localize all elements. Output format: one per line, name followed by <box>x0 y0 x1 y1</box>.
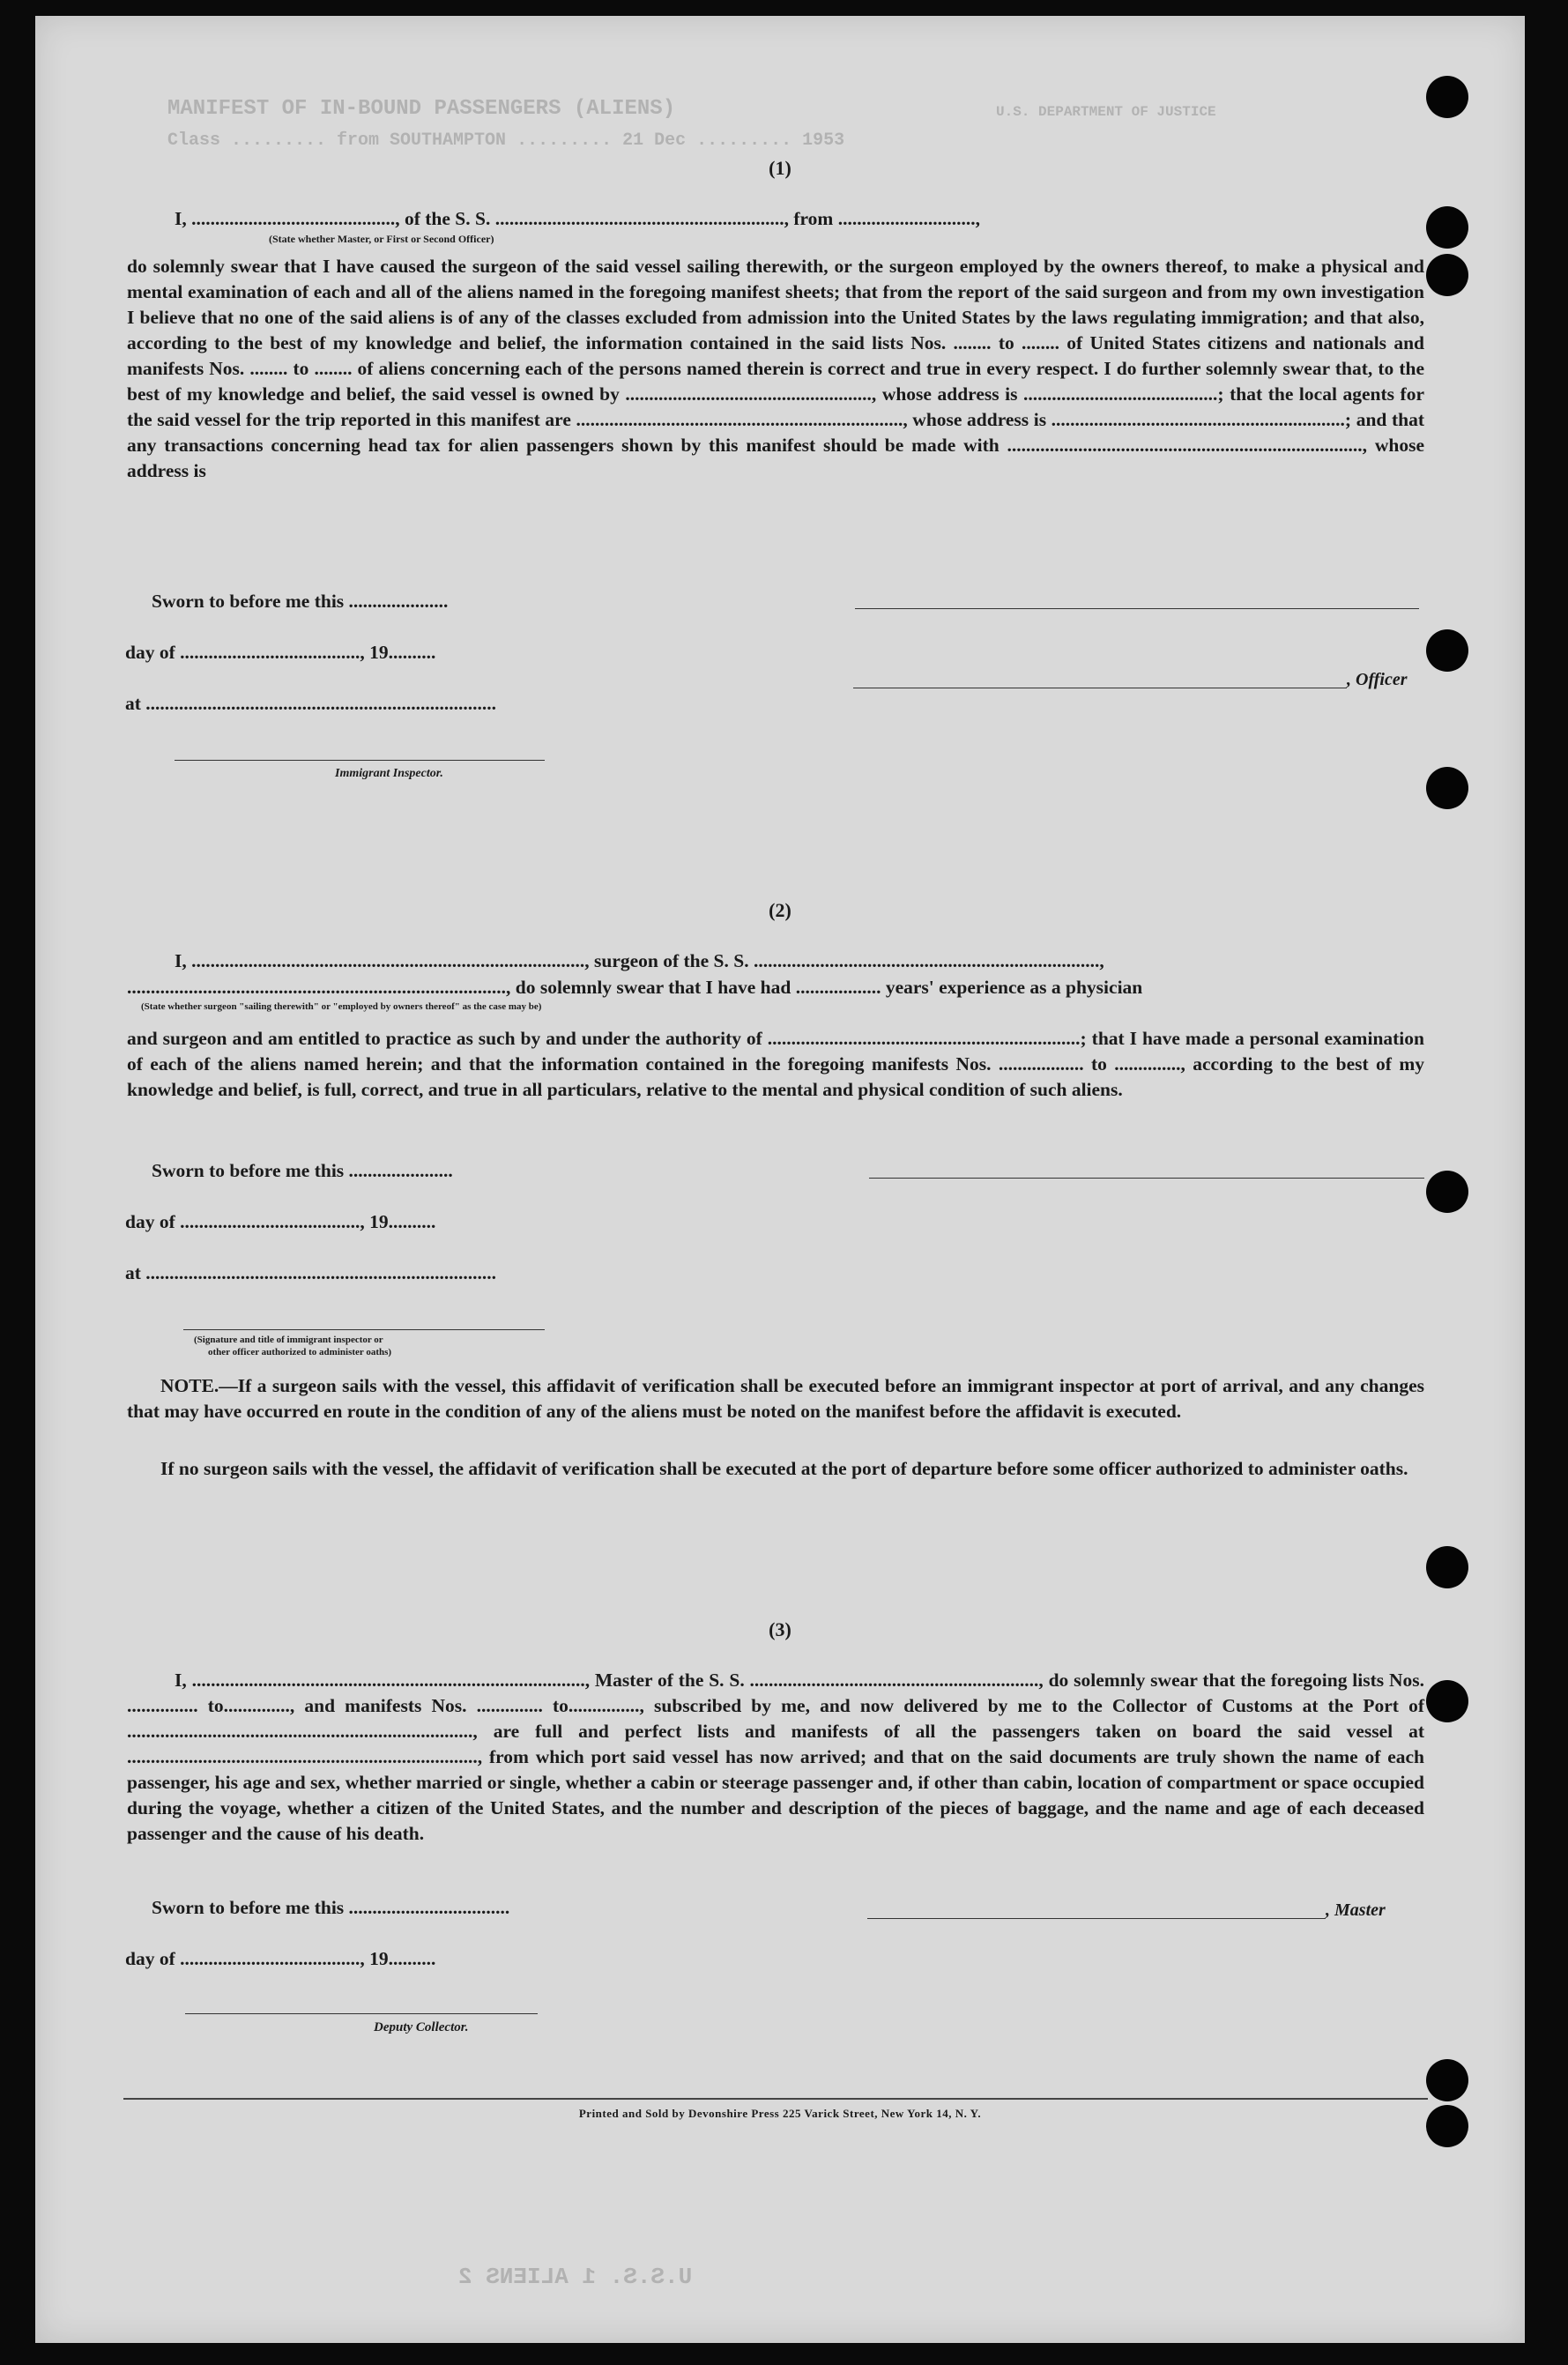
document-page <box>35 16 1525 2343</box>
section-1-caption: (State whether Master, or First or Second Officer) <box>269 233 494 245</box>
section-2-line-1: I, ..................................................................................., surgeon of the S. S. ........................................................................., <box>175 950 1104 971</box>
punch-hole <box>1426 1171 1468 1213</box>
punch-hole <box>1426 2059 1468 2101</box>
section-2-at: at .......................................................................... <box>125 1262 497 1283</box>
section-3-day: day of ......................................, 19.......... <box>125 1948 436 1969</box>
section-1-body: do solemnly swear that I have caused the surgeon of the said vessel sailing therewith, or the surgeon employed by the owners thereof, to make a physical and mental examination of each and all of the aliens named in the foregoing manifest sheets; that from the report of the said surgeon and from my own investigation I believe that no one of the said aliens is of any of the classes excluded from admission into the United States by the laws regulating immigration; and that also, according to the best of my knowledge and belief, the information contained in the said lists Nos. ........ to ........ of United States citizens and nationals and manifests Nos. ........ to ........ of aliens concerning each of the persons named therein is correct and true in every respect. I do further solemnly swear that, to the best of my knowledge and belief, the said vessel is owned by ...................................................., whose address is .........................................; that the local agents for the said vessel for the trip reported in this manifest are ....................................................................., whose address is ..............................................................; and that any transactions concerning head tax for alien passengers shown by this manifest should be made with ..........................................................................., whose address is <box>127 256 1424 481</box>
section-2-caption: (State whether surgeon "sailing therewith" or "employed by owners thereof" as the case may be) <box>141 1001 542 1012</box>
section-3-body: I, ..................................................................................., Master of the S. S. ............................................................., do solemnly swear that the foregoing lists Nos. ............... to.............., and manifests Nos. .............. to..............., subscribed by me, and now delivered by me to the Collector of Customs at the Port of ........................................................................., are full and perfect lists and manifests of all the passengers taken on board the said vessel at .........................................................................., from which port said vessel has now arrived; and that on the said documents are truly shown the name of each passenger, his age and sex, whether married or single, whether a cabin or steerage passenger and, if other than cabin, location of compartment or space occupied during the voyage, whether a citizen of the United States, and the number and description of the pieces of baggage, and the name and age of each deceased passenger and the cause of his death. <box>127 1670 1424 1844</box>
punch-hole <box>1426 767 1468 809</box>
bleed-through-text-4: U.S.S. 1 ALIENS 2 <box>458 2264 693 2290</box>
section-1-officer-label: , Officer <box>1347 670 1408 689</box>
section-3-master-line <box>867 1918 1326 1919</box>
section-1-inspector-label: Immigrant Inspector. <box>335 767 443 780</box>
section-2-line-2: ................................................................................, do solemnly swear that I have had .................. years' experience as a physician <box>127 977 1143 998</box>
section-3-sworn: Sworn to before me this .................................. <box>152 1897 510 1918</box>
section-1-inspector-line <box>175 760 545 761</box>
section-2-signature-line <box>869 1178 1424 1179</box>
section-2-inspector-line <box>183 1329 545 1330</box>
punch-hole <box>1426 206 1468 249</box>
section-2-day: day of ......................................, 19.......... <box>125 1211 436 1232</box>
section-2-note-1: NOTE.—If a surgeon sails with the vessel, this affidavit of verification shall be executed before an immigrant inspector at port of arrival, and any changes that may have occurred en route in the condition of any of the aliens must be noted on the manifest before the affidavit is executed. <box>127 1375 1424 1422</box>
bleed-through-text-3: U.S. DEPARTMENT OF JUSTICE <box>996 104 1216 120</box>
section-1-line-1: I, ..........................................., of the S. S. ............................................................., from ............................., <box>175 208 980 229</box>
section-1-number: (1) <box>769 157 791 179</box>
section-2-body: and surgeon and am entitled to practice as such by and under the authority of ..................................................................; that I have made a personal examination of each of the aliens named herein; and that the information contained in the foregoing manifests Nos. .................. to .............., according to the best of my knowledge and belief, is full, correct, and true in all particulars, relative to the mental and physical condition of such aliens. <box>127 1028 1424 1100</box>
punch-hole <box>1426 254 1468 296</box>
punch-hole <box>1426 76 1468 118</box>
bleed-through-text-1: MANIFEST OF IN-BOUND PASSENGERS (ALIENS) <box>167 97 676 121</box>
section-1-at: at .......................................................................... <box>125 693 497 714</box>
section-1-signature-line <box>855 608 1419 609</box>
section-3-master-label: , Master <box>1326 1900 1386 1920</box>
bleed-through-text-2: Class ......... from SOUTHAMPTON ......... 21 Dec ......... 1953 <box>167 130 845 151</box>
punch-hole <box>1426 1546 1468 1588</box>
section-2-sworn: Sworn to before me this ...................... <box>152 1160 453 1181</box>
section-2-sig-caption-2: other officer authorized to administer oaths) <box>208 1347 392 1357</box>
punch-hole <box>1426 629 1468 672</box>
section-2-sig-caption-1: (Signature and title of immigrant inspector or <box>194 1335 383 1345</box>
footer-rule <box>123 2098 1428 2100</box>
section-2-note-2: If no surgeon sails with the vessel, the affidavit of verification shall be executed at the port of departure before some officer authorized to administer oaths. <box>160 1458 1408 1479</box>
section-1-sworn: Sworn to before me this ..................... <box>152 591 449 612</box>
section-3-collector-label: Deputy Collector. <box>374 2020 469 2034</box>
printer-imprint: Printed and Sold by Devonshire Press 225 Varick Street, New York 14, N. Y. <box>578 2107 982 2120</box>
section-3-number: (3) <box>769 1618 791 1640</box>
section-1-day: day of ......................................, 19.......... <box>125 642 436 663</box>
punch-hole <box>1426 1680 1468 1722</box>
section-3-collector-line <box>185 2013 538 2014</box>
section-2-number: (2) <box>769 899 791 921</box>
